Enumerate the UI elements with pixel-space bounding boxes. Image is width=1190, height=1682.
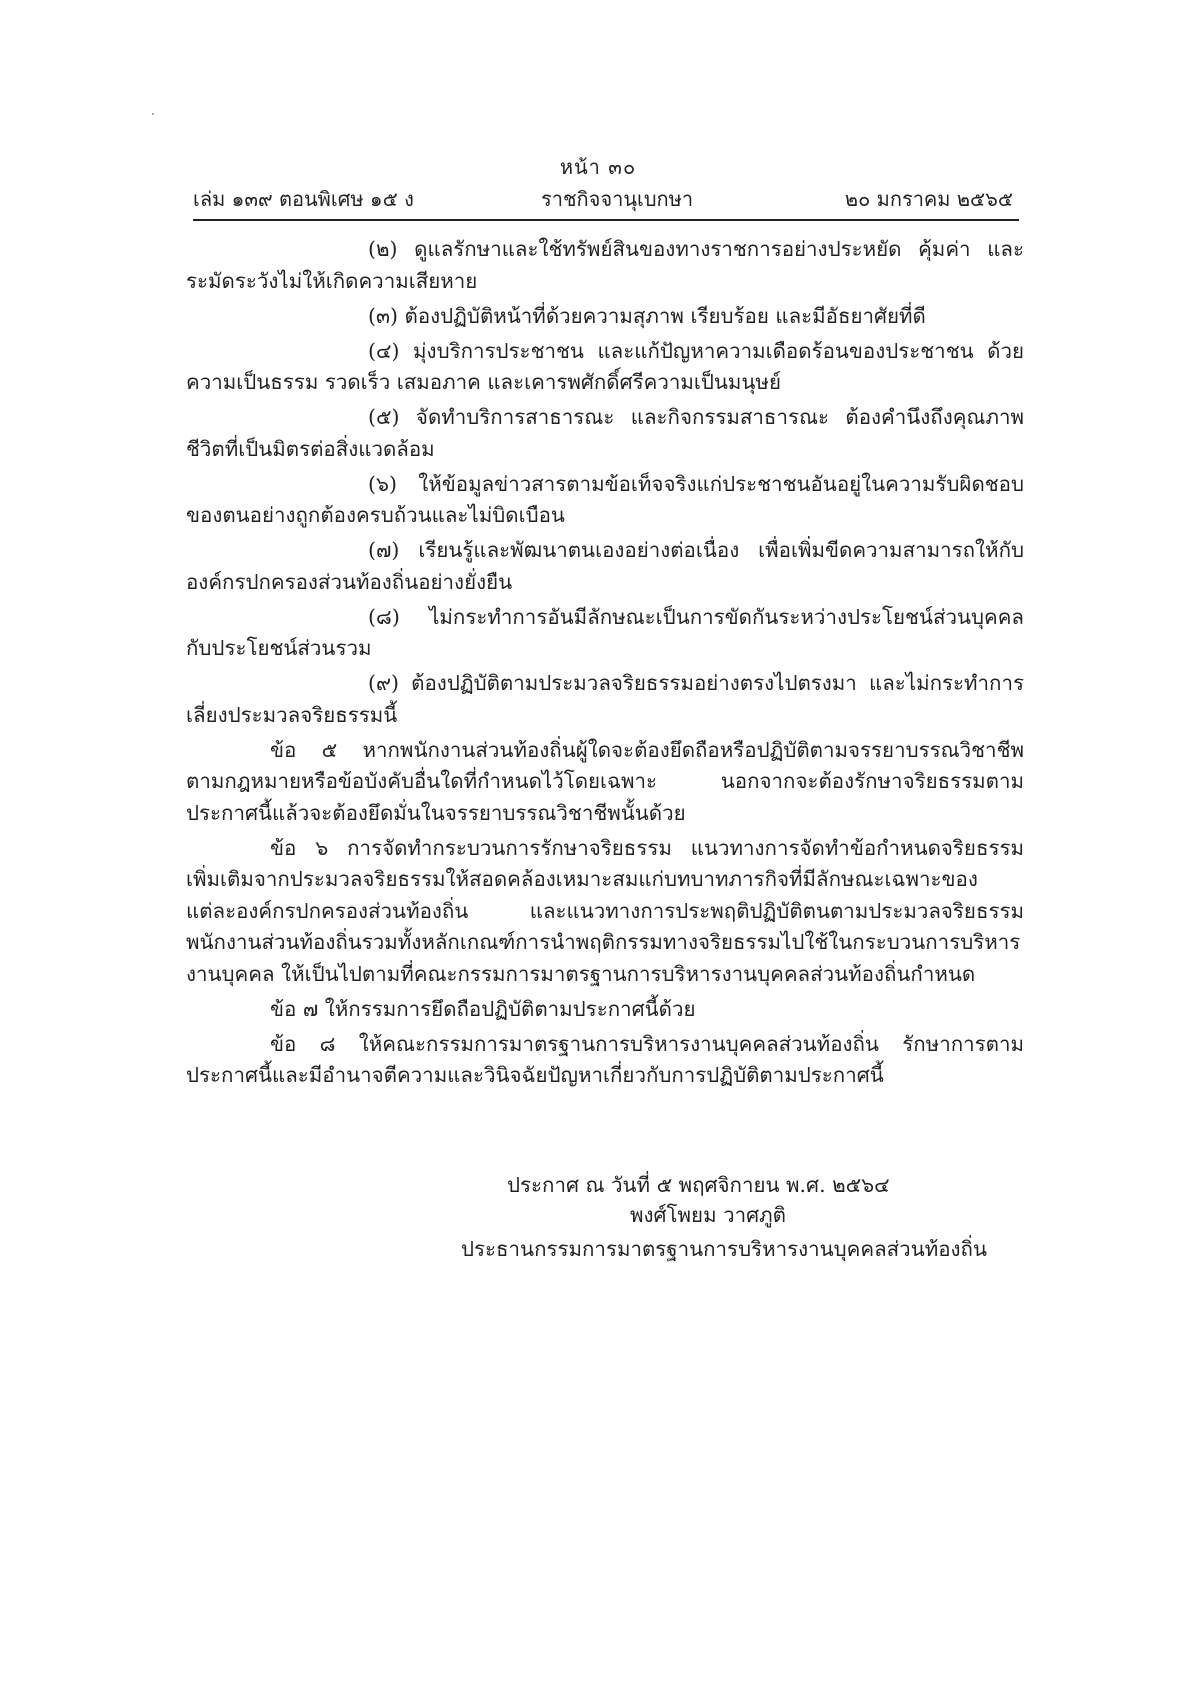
clause-paragraph: ข้อ ๖ การจัดทำกระบวนการรักษาจริยธรรม แนวทางการจัดทำข้อกำหนดจริยธรรม เพิ่มเติมจากประมวลจริยธรรมให้สอดคล้องเหมาะสมแก่บทบาทภารกิจที่มีลักษณะเฉพาะของแต่ละองค์กรปกครองส่วนท้องถิ่น และแนวทางการประพฤติปฏิบัติตนตามประมวลจริยธรรมพนักงานส่วนท้องถิ่นรวมทั้งหลักเกณฑ์การนำพฤติกรรมทางจริยธรรมไปใช้ในกระบวนการบริหารงานบุคคล ให้เป็นไปตามที่คณะกรรมการมาตรฐานการบริหารงานบุคคลส่วนท้องถิ่นกำหนด: [186, 835, 1024, 986]
list-item: (๓) ต้องปฏิบัติหน้าที่ด้วยความสุภาพ เรียบร้อย และมีอัธยาศัยที่ดี: [368, 303, 926, 328]
list-item: (๕) จัดทำบริการสาธารณะ และกิจกรรมสาธารณะ ต้องคำนึงถึงคุณภาพชีวิตที่เป็นมิตรต่อสิ่งแวดล้อม: [186, 405, 1024, 461]
list-item: (๔) มุ่งบริการประชาชน และแก้ปัญหาความเดือดร้อนของประชาชน ด้วยความเป็นธรรม รวดเร็ว เสมอภาค และเคารพศักดิ์ศรีความเป็นมนุษย์: [186, 338, 1024, 394]
clause-paragraph: ข้อ ๕ หากพนักงานส่วนท้องถิ่นผู้ใดจะต้องยึดถือหรือปฏิบัติตามจรรยาบรรณวิชาชีพตามกฎหมายหรือข้อบังคับอื่นใดที่กำหนดไว้โดยเฉพาะ นอกจากจะต้องรักษาจริยธรรมตามประกาศนี้แล้วจะต้องยึดมั่นในจรรยาบรรณวิชาชีพนั้นด้วย: [186, 737, 1024, 825]
list-item: (๒) ดูแลรักษาและใช้ทรัพย์สินของทางราชการอย่างประหยัด คุ้มค่า และระมัดระวังไม่ให้เกิดความเสียหาย: [186, 237, 1024, 293]
header-rule: [193, 219, 1019, 221]
list-item: (๗) เรียนรู้และพัฒนาตนเองอย่างต่อเนื่อง เพื่อเพิ่มขีดความสามารถให้กับองค์กรปกครองส่วนท้องถิ่นอย่างยั่งยืน: [186, 538, 1024, 594]
clause-paragraph: ข้อ ๘ ให้คณะกรรมการมาตรฐานการบริหารงานบุคคลส่วนท้องถิ่น รักษาการตามประกาศนี้และมีอำนาจตีความและวินิจฉัยปัญหาเกี่ยวกับการปฏิบัติตามประกาศนี้: [186, 1031, 1024, 1087]
signatory-position: ประธานกรรมการมาตรฐานการบริหารงานบุคคลส่วนท้องถิ่น: [461, 1237, 987, 1261]
list-item: (๖) ให้ข้อมูลข่าวสารตามข้อเท็จจริงแก่ประชาชนอันอยู่ในความรับผิดชอบของตนอย่างถูกต้องครบถ้วนและไม่บิดเบือน: [186, 471, 1024, 527]
clause-paragraph: ข้อ ๗ ให้กรรมการยึดถือปฏิบัติตามประกาศนี้ด้วย: [270, 996, 696, 1021]
list-item: (๙) ต้องปฏิบัติตามประมวลจริยธรรมอย่างตรงไปตรงมา และไม่กระทำการเลี่ยงประมวลจริยธรรมนี้: [186, 671, 1024, 727]
announcement-date: ประกาศ ณ วันที่ ๕ พฤศจิกายน พ.ศ. ๒๕๖๔: [507, 1173, 890, 1197]
document-body: [186, 234, 1024, 1095]
header-date: ๒๐ มกราคม ๒๕๖๕: [844, 187, 1013, 211]
page-number: หน้า ๓๐: [559, 155, 637, 179]
signatory-name: พงศ์โพยม วาศภูติ: [630, 1203, 786, 1227]
scan-speck: [152, 113, 154, 115]
list-item: (๘) ไม่กระทำการอันมีลักษณะเป็นการขัดกันระหว่างประโยชน์ส่วนบุคคลกับประโยชน์ส่วนรวม: [186, 604, 1024, 660]
running-header: [193, 183, 1013, 213]
header-volume: เล่ม ๑๓๙ ตอนพิเศษ ๑๕ ง: [193, 187, 414, 211]
header-publication: ราชกิจจานุเบกษา: [541, 187, 694, 211]
